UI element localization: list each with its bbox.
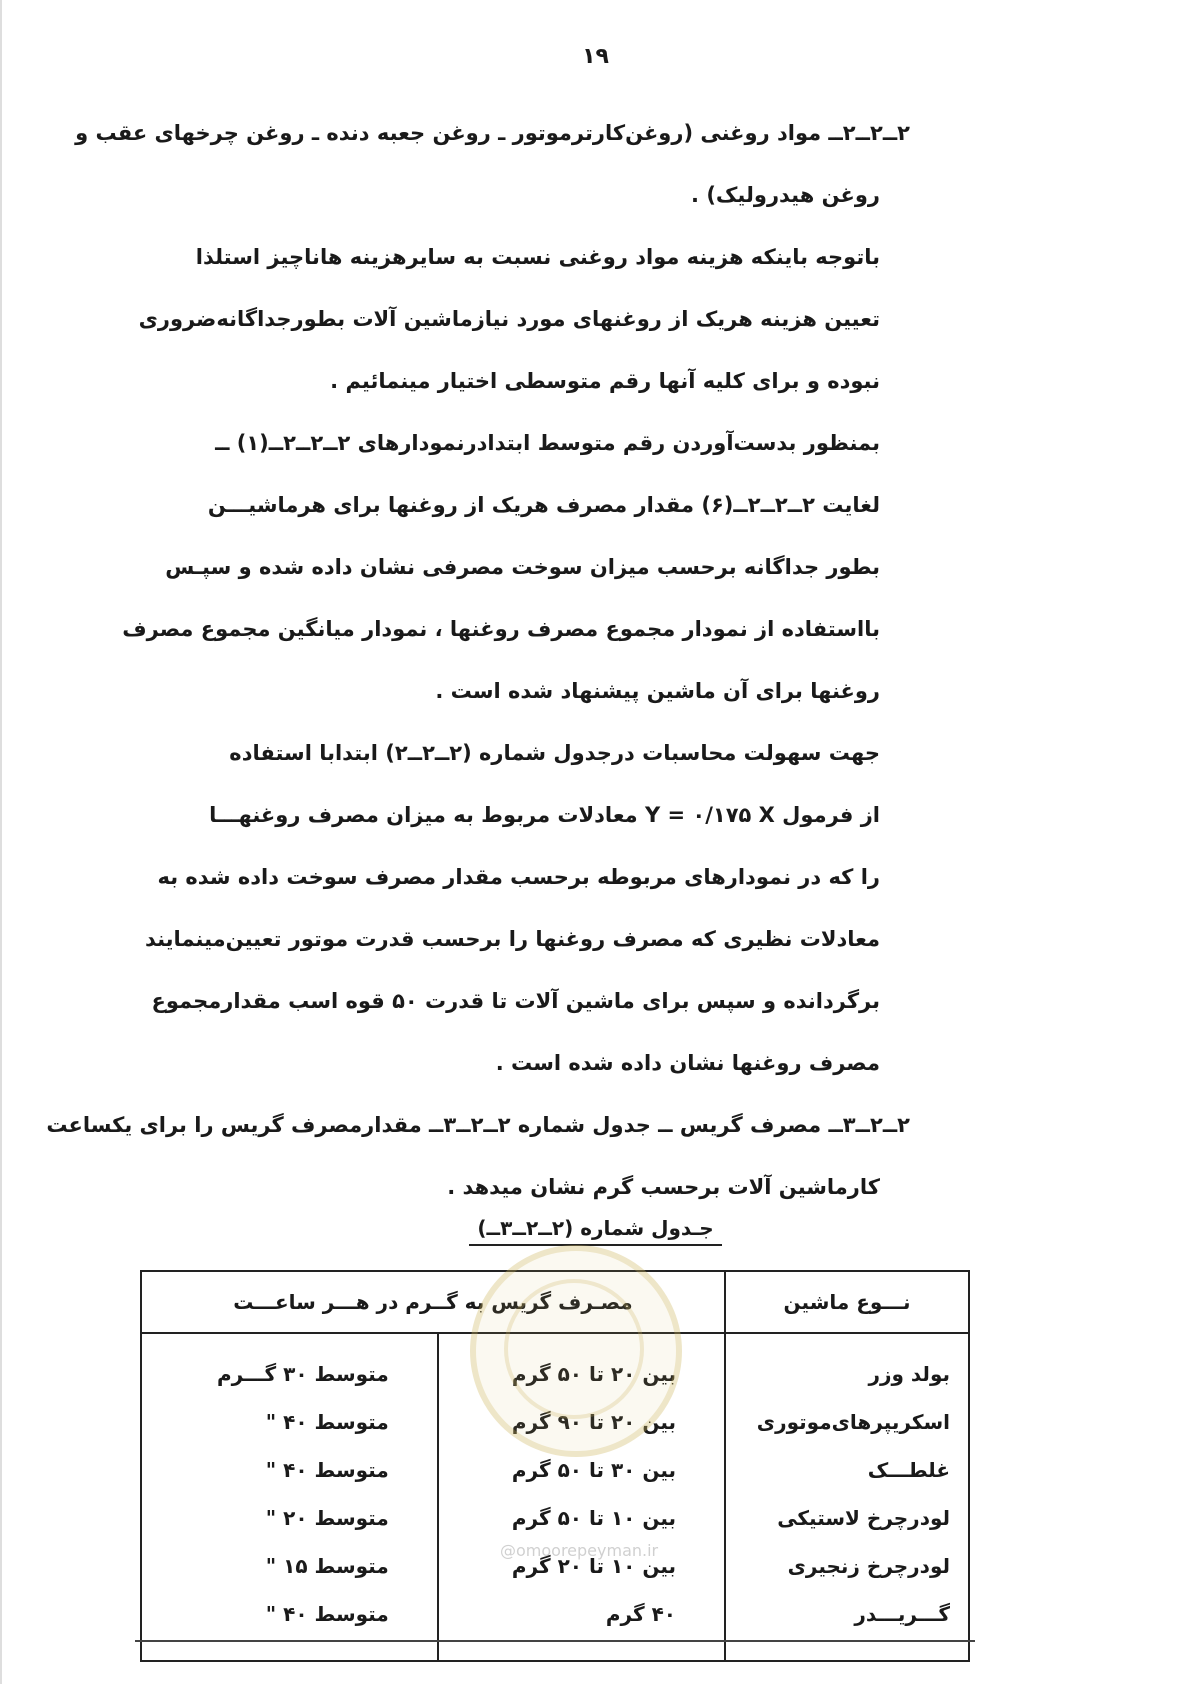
cell-range: بین ۲۰ تا ۵۰ گرم (438, 1333, 725, 1398)
text-line: مصرف روغنها نشان داده شده است . (495, 1051, 880, 1075)
text-line: بمنظور بدست‌آوردن رقم متوسط ابتدادرنمودارهای ۲ــ۲ــ۲ــ(۱) ــ (215, 431, 880, 455)
cell-machine: لودرچرخ زنجیری (725, 1542, 969, 1590)
page-number: ۱۹ (582, 44, 609, 69)
text-line: جهت سهولت محاسبات درجدول شماره (۲ــ۲ــ۲) ابتدابا استفاده (229, 741, 880, 765)
text-line: بااستفاده از نمودار مجموع مصرف روغنها ، نمودار میانگین مجموع مصرف (122, 617, 880, 641)
header-grease-consumption: مصـرف گریس به گــرم در هـــر ساعـــت (141, 1271, 725, 1333)
table-caption-text: جـدول شماره (۲ــ۲ــ۳ــ) (469, 1216, 721, 1246)
cell-machine: غلطـــک (725, 1446, 969, 1494)
text-line: باتوجه باینکه هزینه مواد روغنی نسبت به سایرهزینه هاناچیز استلذا (195, 245, 880, 269)
cell-range: بین ۱۰ تا ۵۰ گرم (438, 1494, 725, 1542)
text-line: کارماشین آلات برحسب گرم نشان میدهد . (447, 1175, 880, 1199)
cell-range: بین ۲۰ تا ۹۰ گرم (438, 1398, 725, 1446)
text-line: را که در نمودارهای مربوطه برحسب مقدار مصرف سوخت داده شده به (157, 865, 880, 889)
cell-machine: لودرچرخ لاستیکی (725, 1494, 969, 1542)
table-row (141, 1494, 969, 1542)
table-row (141, 1542, 969, 1590)
table-caption (0, 1216, 1191, 1240)
bottom-rule-divider (135, 1640, 975, 1642)
text-line: نبوده و برای کلیه آنها رقم متوسطی اختیار مینمائیم . (330, 369, 880, 393)
table-row (141, 1446, 969, 1494)
cell-average: متوسط ۴۰ " (141, 1398, 438, 1446)
document-body (46, 102, 910, 1218)
cell-machine: گـــریـــدر (725, 1590, 969, 1661)
watermark-text: @omoorepeyman.ir (500, 1541, 659, 1560)
cell-range: بین ۳۰ تا ۵۰ گرم (438, 1446, 725, 1494)
cell-average: متوسط ۲۰ " (141, 1494, 438, 1542)
table-header-row (141, 1271, 969, 1333)
text-line: برگردانده و سپس برای ماشین آلات تا قدرت ۵۰ قوه اسب مقدارمجموع (151, 989, 880, 1013)
text-line: بطور جداگانه برحسب میزان سوخت مصرفی نشان داده شده و سپـس (165, 555, 880, 579)
grease-consumption-table (140, 1270, 970, 1662)
section-heading-grease: ۲ــ۲ــ۳ــ مصرف گریس ــ جدول شماره ۲ــ۲ــ۳ــ مقدارمصرف گریس را برای یکساعت (46, 1113, 910, 1137)
text-line: روغنها برای آن ماشین پیشنهاد شده است . (435, 679, 880, 703)
text-line: معادلات نظیری که مصرف روغنها را برحسب قدرت موتور تعیین‌مینمایند (144, 927, 880, 951)
cell-average: متوسط ۴۰ " (141, 1590, 438, 1661)
cell-range: ۴۰ گرم (438, 1590, 725, 1661)
text-line: تعیین هزینه هریک از روغنهای مورد نیازماشین آلات بطورجداگانه‌ضروری (138, 307, 880, 331)
text-line: روغن هیدرولیک) . (691, 183, 880, 207)
cell-range: بین ۱۰ تا ۲۰ گرم (438, 1542, 725, 1590)
cell-average: متوسط ۴۰ " (141, 1446, 438, 1494)
section-heading-lubricants: ۲ــ۲ــ۲ــ مواد روغنی (روغن‌کارترموتور ـ روغن جعبه دنده ـ روغن چرخهای عقب و (75, 121, 910, 145)
cell-machine: اسکریپرهای‌موتوری (725, 1398, 969, 1446)
text-line: لغایت ۲ــ۲ــ۲ــ(۶) مقدار مصرف هریک از روغنها برای هرماشیـــن (207, 493, 880, 517)
table-row (141, 1590, 969, 1661)
scan-edge-line (0, 0, 2, 1684)
cell-machine: بولد وزر (725, 1333, 969, 1398)
cell-average: متوسط ۱۵ " (141, 1542, 438, 1590)
table-row (141, 1398, 969, 1446)
header-machine-type: نـــوع ماشین (725, 1271, 969, 1333)
cell-average: متوسط ۳۰ گـــرم (141, 1333, 438, 1398)
formula-line: از فرمول Y = ۰/۱۷۵ X معادلات مربوط به میزان مصرف روغنهـــا (209, 803, 880, 827)
table-row (141, 1333, 969, 1398)
